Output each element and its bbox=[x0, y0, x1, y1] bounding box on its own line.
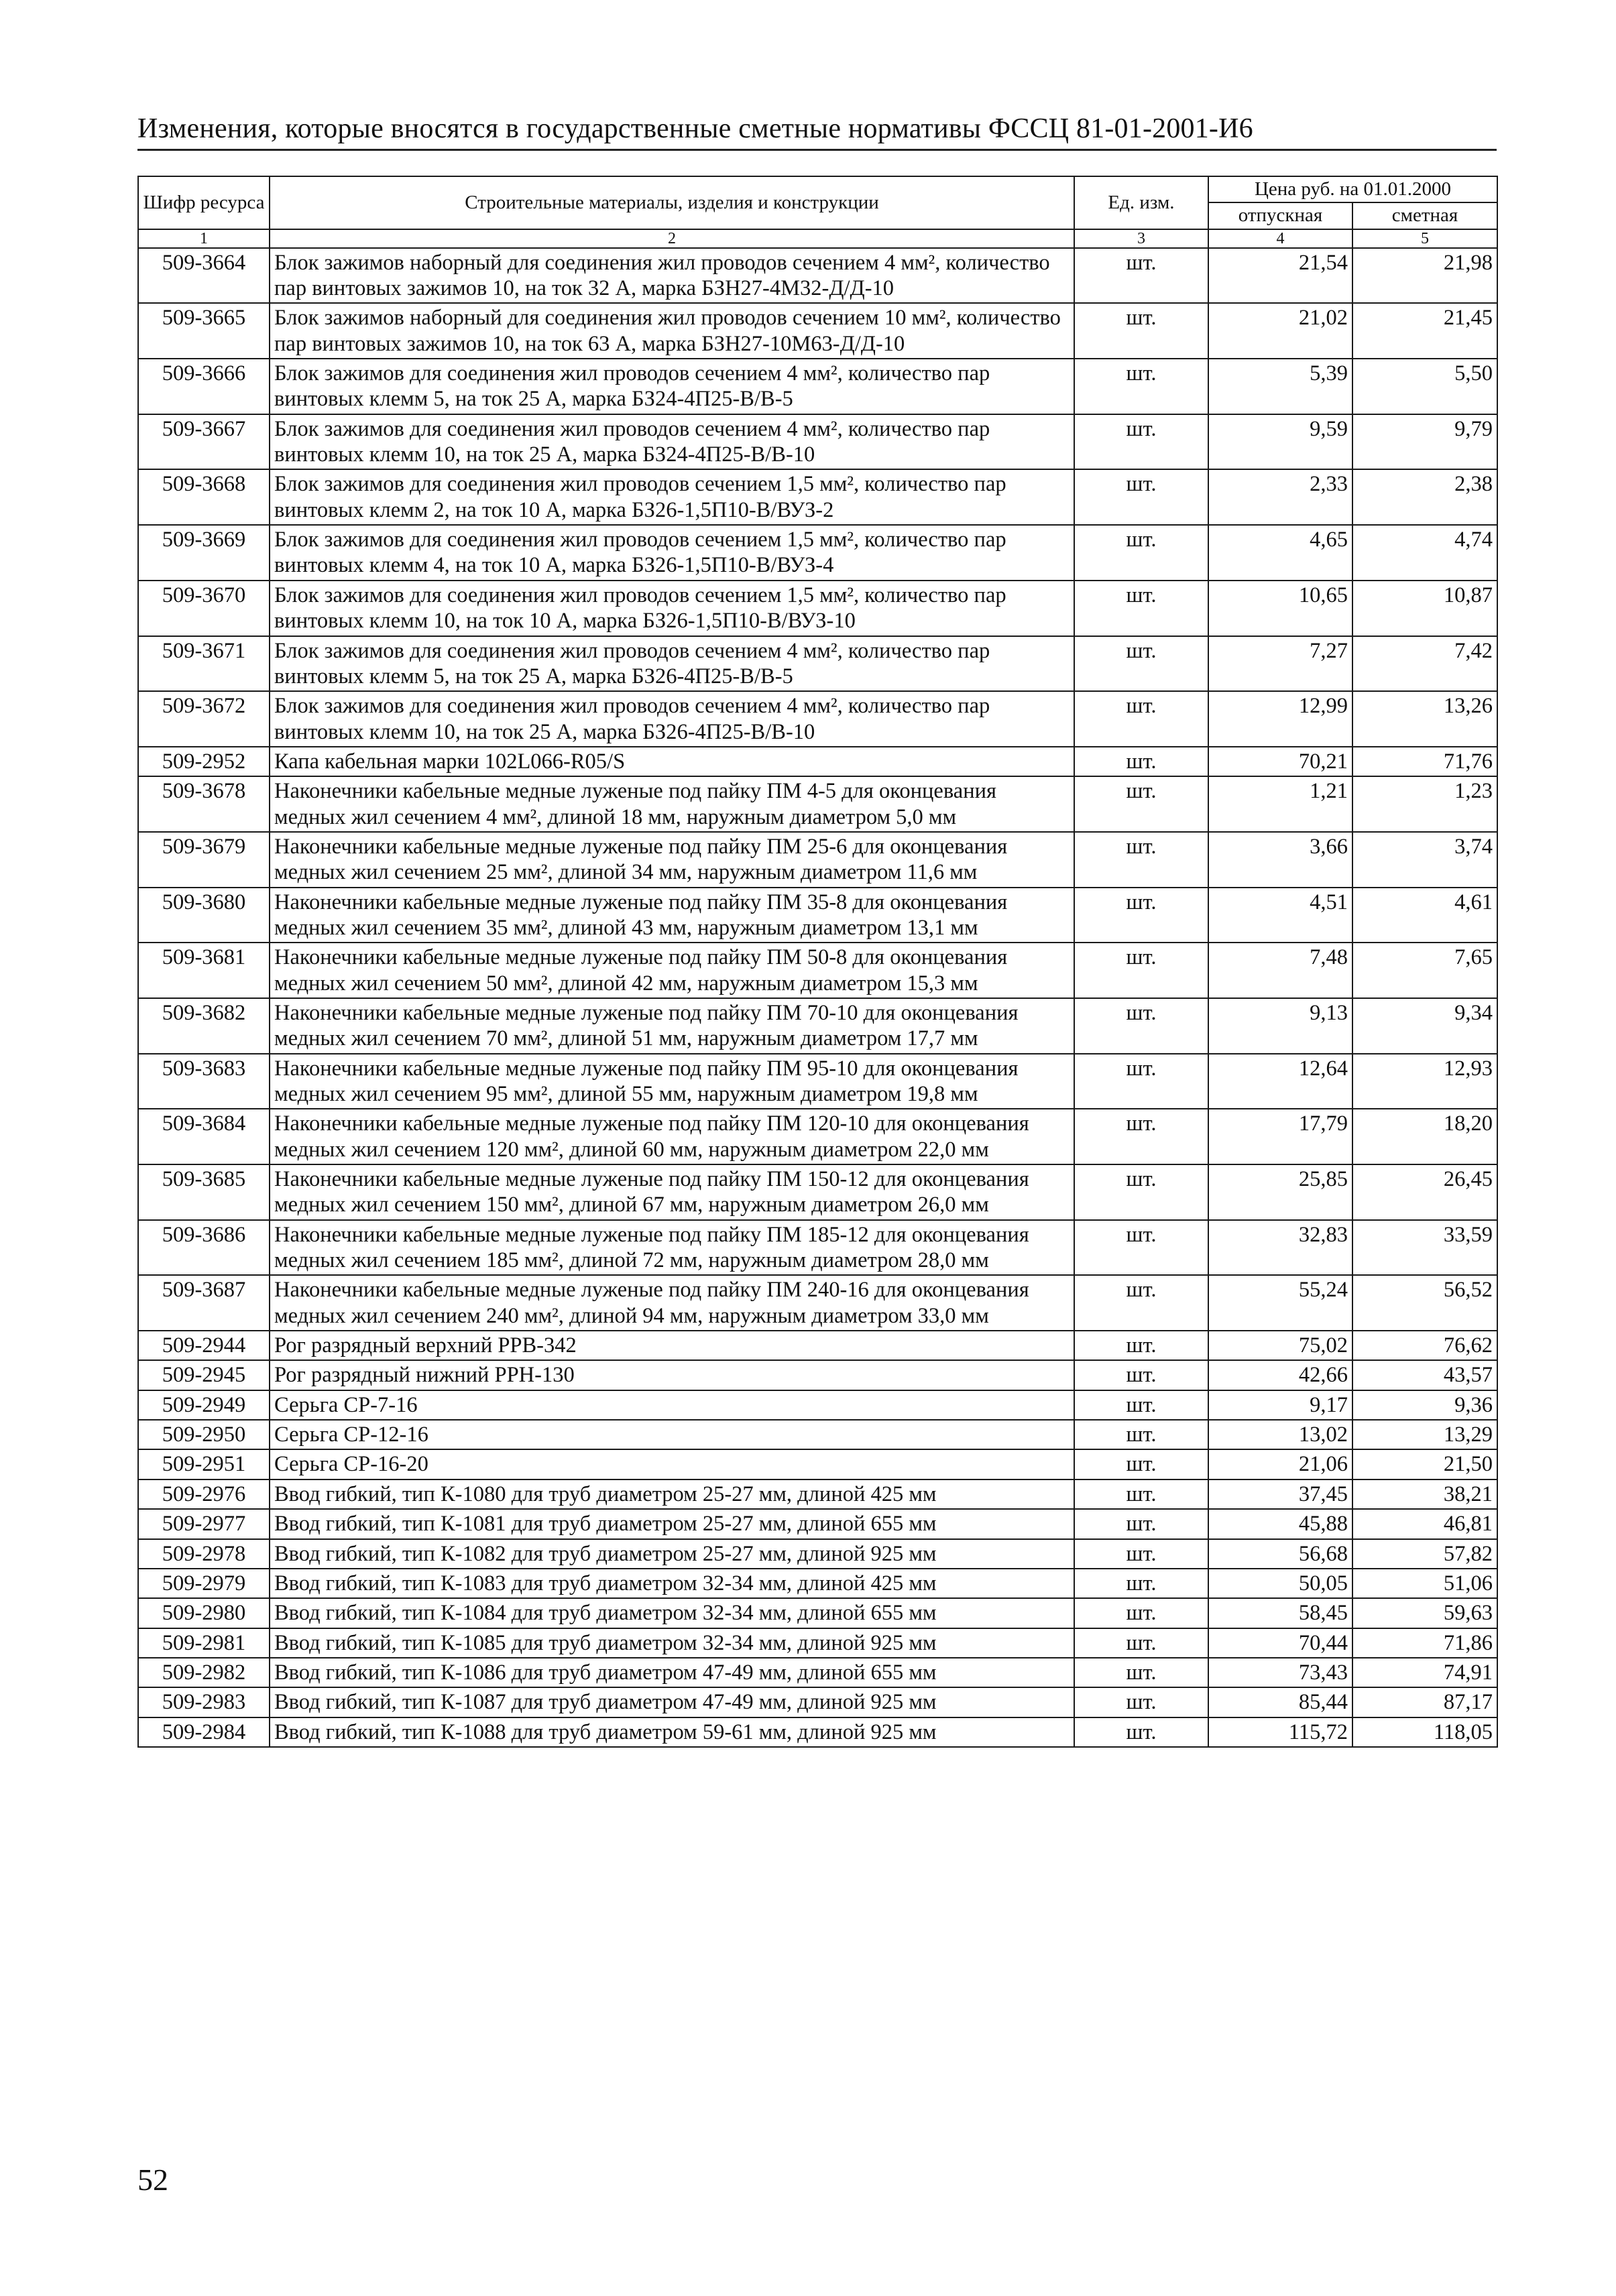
material-name-cell: Капа кабельная марки 102L066-R05/S bbox=[270, 747, 1074, 776]
unit-cell: шт. bbox=[1074, 581, 1208, 636]
header-price: Цена руб. на 01.01.2000 bbox=[1208, 176, 1497, 202]
release-price-cell: 75,02 bbox=[1208, 1331, 1352, 1360]
resource-code-cell: 509-2982 bbox=[138, 1658, 270, 1687]
release-price-cell: 25,85 bbox=[1208, 1164, 1352, 1220]
release-price-cell: 58,45 bbox=[1208, 1598, 1352, 1628]
unit-cell: шт. bbox=[1074, 1687, 1208, 1717]
resource-code-cell: 509-3669 bbox=[138, 525, 270, 581]
material-name-cell: Блок зажимов для соединения жил проводов сечением 4 мм², количество пар винтовых клемм 5, на ток 25 А, марка БЗ24-4П25-В/В-5 bbox=[270, 359, 1074, 414]
unit-cell: шт. bbox=[1074, 691, 1208, 747]
resource-code-cell: 509-3668 bbox=[138, 469, 270, 525]
unit-cell: шт. bbox=[1074, 414, 1208, 470]
resource-code-cell: 509-3664 bbox=[138, 248, 270, 304]
resource-code-cell: 509-2944 bbox=[138, 1331, 270, 1360]
estimate-price-cell: 9,79 bbox=[1352, 414, 1497, 470]
estimate-price-cell: 9,34 bbox=[1352, 998, 1497, 1054]
resource-code-cell: 509-2983 bbox=[138, 1687, 270, 1717]
table-row bbox=[138, 1275, 1497, 1331]
material-name-cell: Серьга СР-7-16 bbox=[270, 1390, 1074, 1420]
table-row bbox=[138, 469, 1497, 525]
release-price-cell: 9,17 bbox=[1208, 1390, 1352, 1420]
resource-code-cell: 509-3670 bbox=[138, 581, 270, 636]
unit-cell: шт. bbox=[1074, 1275, 1208, 1331]
release-price-cell: 37,45 bbox=[1208, 1479, 1352, 1509]
release-price-cell: 45,88 bbox=[1208, 1509, 1352, 1538]
header-unit: Ед. изм. bbox=[1074, 176, 1208, 229]
table-row bbox=[138, 1360, 1497, 1390]
estimate-price-cell: 13,29 bbox=[1352, 1420, 1497, 1449]
table-row bbox=[138, 581, 1497, 636]
release-price-cell: 3,66 bbox=[1208, 832, 1352, 888]
release-price-cell: 12,99 bbox=[1208, 691, 1352, 747]
resource-code-cell: 509-2978 bbox=[138, 1539, 270, 1569]
table-row bbox=[138, 776, 1497, 832]
release-price-cell: 21,54 bbox=[1208, 248, 1352, 304]
column-numbers-row bbox=[138, 229, 1497, 248]
estimate-price-cell: 56,52 bbox=[1352, 1275, 1497, 1331]
material-name-cell: Ввод гибкий, тип К-1086 для труб диаметром 47-49 мм, длиной 655 мм bbox=[270, 1658, 1074, 1687]
release-price-cell: 7,27 bbox=[1208, 636, 1352, 692]
unit-cell: шт. bbox=[1074, 636, 1208, 692]
release-price-cell: 4,65 bbox=[1208, 525, 1352, 581]
release-price-cell: 115,72 bbox=[1208, 1717, 1352, 1747]
resource-code-cell: 509-3678 bbox=[138, 776, 270, 832]
estimate-price-cell: 76,62 bbox=[1352, 1331, 1497, 1360]
table-row bbox=[138, 943, 1497, 998]
estimate-price-cell: 46,81 bbox=[1352, 1509, 1497, 1538]
release-price-cell: 5,39 bbox=[1208, 359, 1352, 414]
release-price-cell: 7,48 bbox=[1208, 943, 1352, 998]
unit-cell: шт. bbox=[1074, 1164, 1208, 1220]
resource-code-cell: 509-2981 bbox=[138, 1628, 270, 1658]
unit-cell: шт. bbox=[1074, 1628, 1208, 1658]
unit-cell: шт. bbox=[1074, 832, 1208, 888]
release-price-cell: 50,05 bbox=[1208, 1569, 1352, 1598]
resource-code-cell: 509-3687 bbox=[138, 1275, 270, 1331]
release-price-cell: 56,68 bbox=[1208, 1539, 1352, 1569]
estimate-price-cell: 1,23 bbox=[1352, 776, 1497, 832]
resource-code-cell: 509-2979 bbox=[138, 1569, 270, 1598]
unit-cell: шт. bbox=[1074, 469, 1208, 525]
material-name-cell: Наконечники кабельные медные луженые под пайку ПМ 50-8 для оконцевания медных жил сечением 50 мм², длиной 42 мм, наружным диаметром 15,3 мм bbox=[270, 943, 1074, 998]
unit-cell: шт. bbox=[1074, 1479, 1208, 1509]
unit-cell: шт. bbox=[1074, 1569, 1208, 1598]
table-row bbox=[138, 1390, 1497, 1420]
estimate-price-cell: 21,98 bbox=[1352, 248, 1497, 304]
table-row bbox=[138, 1331, 1497, 1360]
table-row bbox=[138, 747, 1497, 776]
estimate-price-cell: 118,05 bbox=[1352, 1717, 1497, 1747]
unit-cell: шт. bbox=[1074, 776, 1208, 832]
estimate-price-cell: 7,42 bbox=[1352, 636, 1497, 692]
estimate-price-cell: 57,82 bbox=[1352, 1539, 1497, 1569]
resource-code-cell: 509-2984 bbox=[138, 1717, 270, 1747]
unit-cell: шт. bbox=[1074, 1449, 1208, 1479]
material-name-cell: Наконечники кабельные медные луженые под пайку ПМ 120-10 для оконцевания медных жил сечением 120 мм², длиной 60 мм, наружным диаметром 22,0 мм bbox=[270, 1109, 1074, 1164]
table-row bbox=[138, 525, 1497, 581]
estimate-price-cell: 74,91 bbox=[1352, 1658, 1497, 1687]
release-price-cell: 4,51 bbox=[1208, 888, 1352, 943]
estimate-price-cell: 59,63 bbox=[1352, 1598, 1497, 1628]
release-price-cell: 1,21 bbox=[1208, 776, 1352, 832]
resource-code-cell: 509-3686 bbox=[138, 1220, 270, 1276]
column-number: 5 bbox=[1352, 229, 1497, 248]
resource-code-cell: 509-3671 bbox=[138, 636, 270, 692]
release-price-cell: 70,21 bbox=[1208, 747, 1352, 776]
estimate-price-cell: 3,74 bbox=[1352, 832, 1497, 888]
material-name-cell: Наконечники кабельные медные луженые под пайку ПМ 150-12 для оконцевания медных жил сечением 150 мм², длиной 67 мм, наружным диаметром 26,0 мм bbox=[270, 1164, 1074, 1220]
estimate-price-cell: 18,20 bbox=[1352, 1109, 1497, 1164]
unit-cell: шт. bbox=[1074, 1539, 1208, 1569]
unit-cell: шт. bbox=[1074, 1390, 1208, 1420]
release-price-cell: 10,65 bbox=[1208, 581, 1352, 636]
estimate-price-cell: 5,50 bbox=[1352, 359, 1497, 414]
resource-code-cell: 509-3681 bbox=[138, 943, 270, 998]
table-row bbox=[138, 1687, 1497, 1717]
unit-cell: шт. bbox=[1074, 747, 1208, 776]
material-name-cell: Ввод гибкий, тип К-1088 для труб диаметром 59-61 мм, длиной 925 мм bbox=[270, 1717, 1074, 1747]
column-number: 4 bbox=[1208, 229, 1352, 248]
resource-code-cell: 509-2949 bbox=[138, 1390, 270, 1420]
table-row bbox=[138, 1449, 1497, 1479]
resource-code-cell: 509-3685 bbox=[138, 1164, 270, 1220]
unit-cell: шт. bbox=[1074, 1360, 1208, 1390]
table-row bbox=[138, 1420, 1497, 1449]
resource-code-cell: 509-2952 bbox=[138, 747, 270, 776]
material-name-cell: Ввод гибкий, тип К-1082 для труб диаметром 25-27 мм, длиной 925 мм bbox=[270, 1539, 1074, 1569]
release-price-cell: 9,59 bbox=[1208, 414, 1352, 470]
resource-code-cell: 509-2980 bbox=[138, 1598, 270, 1628]
resource-code-cell: 509-2951 bbox=[138, 1449, 270, 1479]
resource-code-cell: 509-3682 bbox=[138, 998, 270, 1054]
material-name-cell: Блок зажимов для соединения жил проводов сечением 4 мм², количество пар винтовых клемм 5, на ток 25 А, марка БЗ26-4П25-В/В-5 bbox=[270, 636, 1074, 692]
estimate-price-cell: 71,86 bbox=[1352, 1628, 1497, 1658]
estimate-price-cell: 13,26 bbox=[1352, 691, 1497, 747]
estimate-price-cell: 87,17 bbox=[1352, 1687, 1497, 1717]
resource-price-table bbox=[137, 176, 1498, 1748]
estimate-price-cell: 26,45 bbox=[1352, 1164, 1497, 1220]
release-price-cell: 21,02 bbox=[1208, 303, 1352, 359]
unit-cell: шт. bbox=[1074, 1658, 1208, 1687]
resource-code-cell: 509-3672 bbox=[138, 691, 270, 747]
column-number: 1 bbox=[138, 229, 270, 248]
resource-code-cell: 509-3684 bbox=[138, 1109, 270, 1164]
estimate-price-cell: 9,36 bbox=[1352, 1390, 1497, 1420]
estimate-price-cell: 2,38 bbox=[1352, 469, 1497, 525]
unit-cell: шт. bbox=[1074, 1509, 1208, 1538]
material-name-cell: Ввод гибкий, тип К-1087 для труб диаметром 47-49 мм, длиной 925 мм bbox=[270, 1687, 1074, 1717]
table-row bbox=[138, 1164, 1497, 1220]
estimate-price-cell: 38,21 bbox=[1352, 1479, 1497, 1509]
unit-cell: шт. bbox=[1074, 525, 1208, 581]
release-price-cell: 70,44 bbox=[1208, 1628, 1352, 1658]
release-price-cell: 17,79 bbox=[1208, 1109, 1352, 1164]
estimate-price-cell: 21,45 bbox=[1352, 303, 1497, 359]
table-row bbox=[138, 1509, 1497, 1538]
material-name-cell: Наконечники кабельные медные луженые под пайку ПМ 70-10 для оконцевания медных жил сечением 70 мм², длиной 51 мм, наружным диаметром 17,7 мм bbox=[270, 998, 1074, 1054]
table-row bbox=[138, 998, 1497, 1054]
table-row bbox=[138, 1479, 1497, 1509]
release-price-cell: 42,66 bbox=[1208, 1360, 1352, 1390]
release-price-cell: 73,43 bbox=[1208, 1658, 1352, 1687]
header-price-release: отпускная bbox=[1208, 202, 1352, 229]
resource-code-cell: 509-2976 bbox=[138, 1479, 270, 1509]
estimate-price-cell: 4,61 bbox=[1352, 888, 1497, 943]
estimate-price-cell: 21,50 bbox=[1352, 1449, 1497, 1479]
estimate-price-cell: 7,65 bbox=[1352, 943, 1497, 998]
table-row bbox=[138, 1220, 1497, 1276]
material-name-cell: Наконечники кабельные медные луженые под пайку ПМ 185-12 для оконцевания медных жил сечением 185 мм², длиной 72 мм, наружным диаметром 28,0 мм bbox=[270, 1220, 1074, 1276]
release-price-cell: 9,13 bbox=[1208, 998, 1352, 1054]
unit-cell: шт. bbox=[1074, 248, 1208, 304]
table-row bbox=[138, 1717, 1497, 1747]
table-header bbox=[138, 176, 1497, 248]
release-price-cell: 32,83 bbox=[1208, 1220, 1352, 1276]
resource-code-cell: 509-3665 bbox=[138, 303, 270, 359]
table-row bbox=[138, 636, 1497, 692]
unit-cell: шт. bbox=[1074, 1331, 1208, 1360]
table-row bbox=[138, 414, 1497, 470]
unit-cell: шт. bbox=[1074, 359, 1208, 414]
release-price-cell: 21,06 bbox=[1208, 1449, 1352, 1479]
header-code: Шифр ресурса bbox=[138, 176, 270, 229]
resource-code-cell: 509-3667 bbox=[138, 414, 270, 470]
material-name-cell: Блок зажимов наборный для соединения жил проводов сечением 4 мм², количество пар винтовых зажимов 10, на ток 32 А, марка БЗН27-4М32-Д/Д-10 bbox=[270, 248, 1074, 304]
material-name-cell: Наконечники кабельные медные луженые под пайку ПМ 25-6 для оконцевания медных жил сечением 25 мм², длиной 34 мм, наружным диаметром 11,6 мм bbox=[270, 832, 1074, 888]
release-price-cell: 12,64 bbox=[1208, 1054, 1352, 1109]
estimate-price-cell: 12,93 bbox=[1352, 1054, 1497, 1109]
table-row bbox=[138, 303, 1497, 359]
material-name-cell: Ввод гибкий, тип К-1080 для труб диаметром 25-27 мм, длиной 425 мм bbox=[270, 1479, 1074, 1509]
column-number: 3 bbox=[1074, 229, 1208, 248]
resource-code-cell: 509-3680 bbox=[138, 888, 270, 943]
release-price-cell: 85,44 bbox=[1208, 1687, 1352, 1717]
estimate-price-cell: 10,87 bbox=[1352, 581, 1497, 636]
material-name-cell: Блок зажимов для соединения жил проводов сечением 4 мм², количество пар винтовых клемм 10, на ток 25 А, марка БЗ24-4П25-В/В-10 bbox=[270, 414, 1074, 470]
column-number: 2 bbox=[270, 229, 1074, 248]
material-name-cell: Ввод гибкий, тип К-1083 для труб диаметром 32-34 мм, длиной 425 мм bbox=[270, 1569, 1074, 1598]
unit-cell: шт. bbox=[1074, 998, 1208, 1054]
unit-cell: шт. bbox=[1074, 1598, 1208, 1628]
unit-cell: шт. bbox=[1074, 303, 1208, 359]
estimate-price-cell: 4,74 bbox=[1352, 525, 1497, 581]
estimate-price-cell: 33,59 bbox=[1352, 1220, 1497, 1276]
material-name-cell: Блок зажимов для соединения жил проводов сечением 1,5 мм², количество пар винтовых клемм 2, на ток 10 А, марка БЗ26-1,5П10-В/ВУЗ-2 bbox=[270, 469, 1074, 525]
resource-code-cell: 509-2977 bbox=[138, 1509, 270, 1538]
resource-code-cell: 509-2945 bbox=[138, 1360, 270, 1390]
material-name-cell: Наконечники кабельные медные луженые под пайку ПМ 240-16 для оконцевания медных жил сечением 240 мм², длиной 94 мм, наружным диаметром 33,0 мм bbox=[270, 1275, 1074, 1331]
table-row bbox=[138, 1569, 1497, 1598]
table-row bbox=[138, 1539, 1497, 1569]
material-name-cell: Ввод гибкий, тип К-1085 для труб диаметром 32-34 мм, длиной 925 мм bbox=[270, 1628, 1074, 1658]
material-name-cell: Серьга СР-16-20 bbox=[270, 1449, 1074, 1479]
release-price-cell: 13,02 bbox=[1208, 1420, 1352, 1449]
table-row bbox=[138, 1598, 1497, 1628]
unit-cell: шт. bbox=[1074, 1717, 1208, 1747]
material-name-cell: Блок зажимов для соединения жил проводов сечением 4 мм², количество пар винтовых клемм 10, на ток 25 А, марка БЗ26-4П25-В/В-10 bbox=[270, 691, 1074, 747]
resource-code-cell: 509-3666 bbox=[138, 359, 270, 414]
material-name-cell: Наконечники кабельные медные луженые под пайку ПМ 4-5 для оконцевания медных жил сечением 4 мм², длиной 18 мм, наружным диаметром 5,0 мм bbox=[270, 776, 1074, 832]
material-name-cell: Наконечники кабельные медные луженые под пайку ПМ 35-8 для оконцевания медных жил сечением 35 мм², длиной 43 мм, наружным диаметром 13,1 мм bbox=[270, 888, 1074, 943]
table-row bbox=[138, 888, 1497, 943]
header-price-estimate: сметная bbox=[1352, 202, 1497, 229]
table-row bbox=[138, 832, 1497, 888]
unit-cell: шт. bbox=[1074, 1109, 1208, 1164]
resource-code-cell: 509-2950 bbox=[138, 1420, 270, 1449]
estimate-price-cell: 51,06 bbox=[1352, 1569, 1497, 1598]
table-row bbox=[138, 1628, 1497, 1658]
table-row bbox=[138, 1054, 1497, 1109]
resource-code-cell: 509-3679 bbox=[138, 832, 270, 888]
page-number: 52 bbox=[137, 2163, 168, 2197]
unit-cell: шт. bbox=[1074, 1054, 1208, 1109]
page-header-title: Изменения, которые вносятся в государственные сметные нормативы ФССЦ 81-01-2001-И6 bbox=[137, 113, 1253, 144]
header-divider bbox=[137, 149, 1497, 151]
unit-cell: шт. bbox=[1074, 888, 1208, 943]
material-name-cell: Серьга СР-12-16 bbox=[270, 1420, 1074, 1449]
header-name: Строительные материалы, изделия и конструкции bbox=[270, 176, 1074, 229]
material-name-cell: Блок зажимов для соединения жил проводов сечением 1,5 мм², количество пар винтовых клемм 4, на ток 10 А, марка БЗ26-1,5П10-В/ВУЗ-4 bbox=[270, 525, 1074, 581]
material-name-cell: Наконечники кабельные медные луженые под пайку ПМ 95-10 для оконцевания медных жил сечением 95 мм², длиной 55 мм, наружным диаметром 19,8 мм bbox=[270, 1054, 1074, 1109]
table-row bbox=[138, 1658, 1497, 1687]
material-name-cell: Блок зажимов наборный для соединения жил проводов сечением 10 мм², количество пар винтовых зажимов 10, на ток 63 А, марка БЗН27-10М63-Д/Д-10 bbox=[270, 303, 1074, 359]
estimate-price-cell: 43,57 bbox=[1352, 1360, 1497, 1390]
table-row bbox=[138, 359, 1497, 414]
unit-cell: шт. bbox=[1074, 1420, 1208, 1449]
table-body bbox=[138, 248, 1497, 1747]
table-row bbox=[138, 1109, 1497, 1164]
release-price-cell: 55,24 bbox=[1208, 1275, 1352, 1331]
material-name-cell: Ввод гибкий, тип К-1081 для труб диаметром 25-27 мм, длиной 655 мм bbox=[270, 1509, 1074, 1538]
material-name-cell: Ввод гибкий, тип К-1084 для труб диаметром 32-34 мм, длиной 655 мм bbox=[270, 1598, 1074, 1628]
table-row bbox=[138, 248, 1497, 304]
table-row bbox=[138, 691, 1497, 747]
unit-cell: шт. bbox=[1074, 1220, 1208, 1276]
unit-cell: шт. bbox=[1074, 943, 1208, 998]
estimate-price-cell: 71,76 bbox=[1352, 747, 1497, 776]
material-name-cell: Блок зажимов для соединения жил проводов сечением 1,5 мм², количество пар винтовых клемм 10, на ток 10 А, марка БЗ26-1,5П10-В/ВУЗ-10 bbox=[270, 581, 1074, 636]
release-price-cell: 2,33 bbox=[1208, 469, 1352, 525]
material-name-cell: Рог разрядный верхний РРВ-342 bbox=[270, 1331, 1074, 1360]
material-name-cell: Рог разрядный нижний РРН-130 bbox=[270, 1360, 1074, 1390]
resource-code-cell: 509-3683 bbox=[138, 1054, 270, 1109]
